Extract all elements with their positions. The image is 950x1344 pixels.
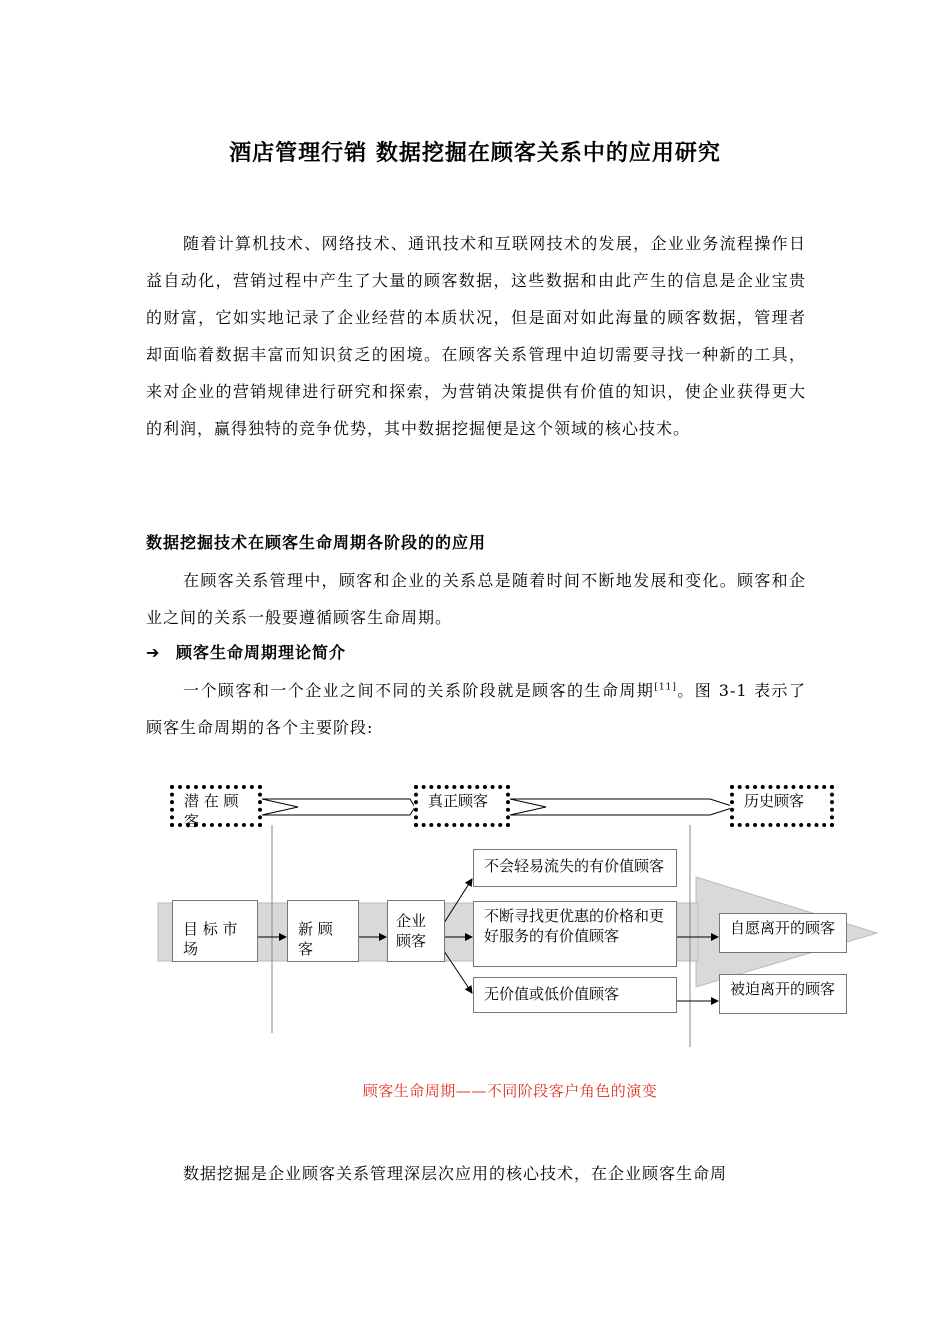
section-heading: 数据挖掘技术在顾客生命周期各阶段的的应用 [146, 533, 487, 552]
stage-potential-customer: 潜 在 顾 客 [170, 785, 262, 827]
top-arrow-1 [262, 799, 415, 815]
branch-valuable-seeking: 不断寻找更优惠的价格和更好服务的有价值顾客 [473, 901, 677, 967]
lifecycle-diagram [150, 775, 890, 1055]
box-target-market: 目 标 市 场 [172, 900, 258, 962]
branch-valuable-loyal: 不会轻易流失的有价值顾客 [473, 849, 677, 887]
subsection-paragraph-text: 一个顾客和一个企业之间不同的关系阶段就是顾客的生命周期 [183, 681, 655, 700]
subsection-paragraph [146, 672, 806, 746]
stage-real-customer: 真正顾客 [414, 785, 510, 827]
box-new-customer: 新 顾 客 [287, 900, 359, 962]
document-title: 酒店管理行销 数据挖掘在顾客关系中的应用研究 [229, 140, 721, 166]
reference-marker: [11] [654, 682, 677, 693]
subsection-heading [146, 640, 346, 663]
subsection-paragraph-tail: 。图 3-1 表示了顾客生命周期的各个主要阶段: [146, 681, 806, 737]
top-arrow-2 [510, 799, 735, 815]
diagram-caption: 顾客生命周期——不同阶段客户角色的演变 [362, 1082, 658, 1100]
branch-low-value: 无价值或低价值顾客 [473, 977, 677, 1013]
subsection-heading-text: 顾客生命周期理论简介 [176, 643, 347, 662]
closing-paragraph: 数据挖掘是企业顾客关系管理深层次应用的核心技术，在企业顾客生命周 [183, 1164, 728, 1183]
stage-historical-customer: 历史顾客 [730, 785, 834, 827]
intro-paragraph: 随着计算机技术、网络技术、通讯技术和互联网技术的发展，企业业务流程操作日益自动化，营销过程中产生了大量的顾客数据，这些数据和由此产生的信息是企业宝贵的财富，它如实地记录了企业经营的本质状况，但是面对如此海量的顾客数据，管理者却面临着数据丰富而知识贫乏的困境。在顾客关系管理中迫切需要寻找一种新的工具，来对企业的营销规律进行研究和探索，为营销决策提供有价值的知识，使企业获得更大的利润，赢得独特的竞争优势，其中数据挖掘便是这个领域的核心技术。 [146, 234, 806, 438]
exit-voluntary: 自愿离开的顾客 [719, 913, 847, 953]
section-paragraph: 在顾客关系管理中，顾客和企业的关系总是随着时间不断地发展和变化。顾客和企业之间的关系一般要遵循顾客生命周期。 [146, 571, 806, 627]
arrow-right-icon: ➔ [146, 643, 161, 662]
exit-forced: 被迫离开的顾客 [719, 974, 847, 1014]
box-enterprise-customer: 企业顾客 [387, 900, 445, 962]
